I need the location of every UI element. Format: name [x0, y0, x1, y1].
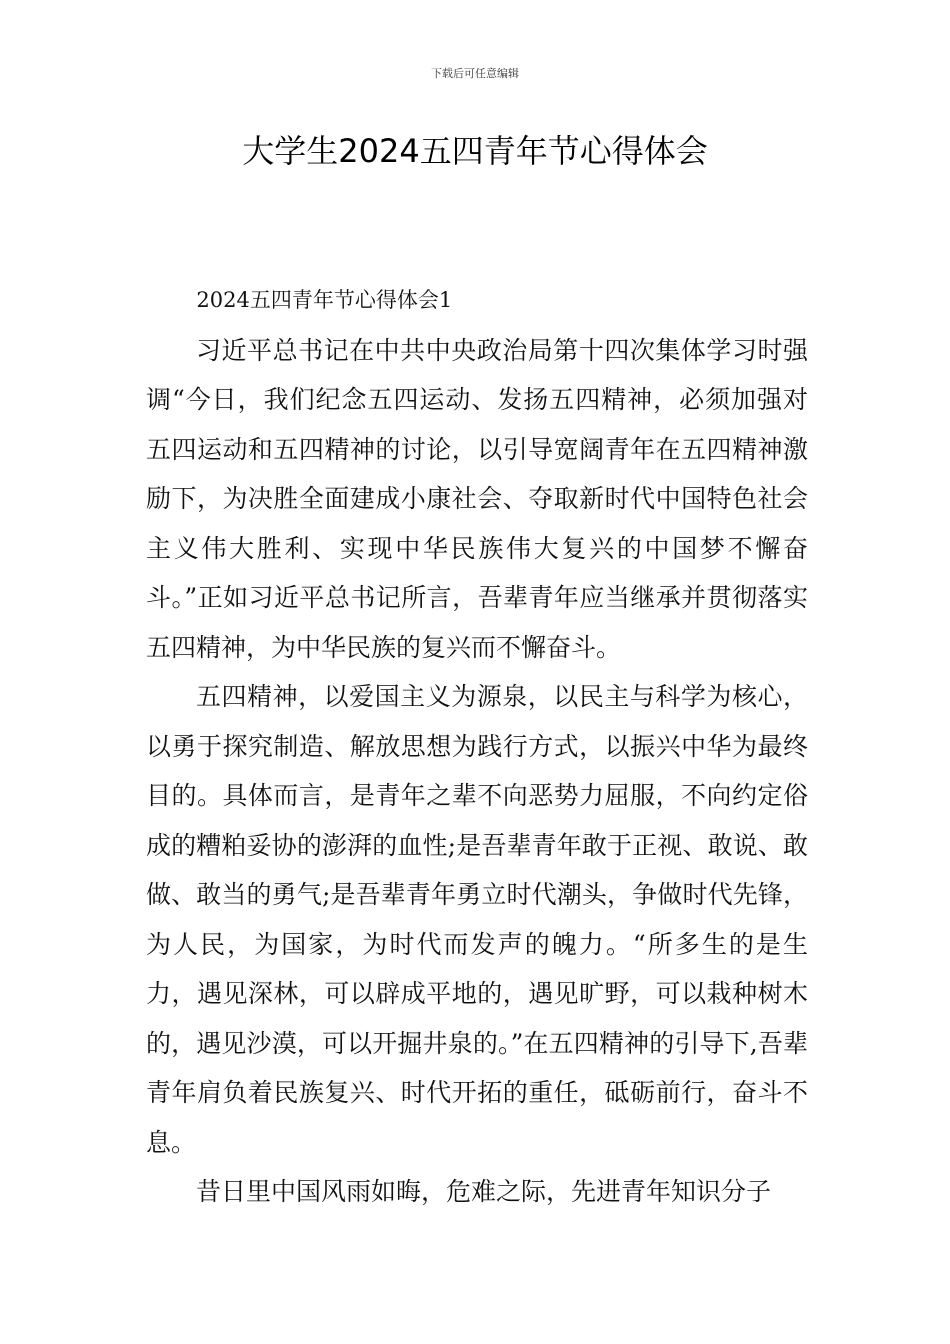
paragraph-3: 昔日里中国风雨如晦，危难之际，先进青年知识分子	[196, 1177, 772, 1206]
paragraph-2: 五四精神，以爱国主义为源泉，以民主与科学为核心，以勇于探究制造、解放思想为践行方式，以振兴中华为最终目的。具体而言，是青年之辈不向恶势力屈服，不向约定俗成的糟粕妥协的澎湃的血性;是吾辈青年敢于正视、敢说、敢做、敢当的勇气;是吾辈青年勇立时代潮头，争做时代先锋，为人民，为国家，为时代而发声的魄力。“所多生的是生力，遇见深林，可以辟成平地的，遇见旷野，可以栽种树木的，遇见沙漠，可以开掘井泉的。”在五四精神的引导下,吾辈青年肩负着民族复兴、时代开拓的重任，砥砺前行，奋斗不息。	[146, 682, 808, 1157]
header-note: 下载后可任意编辑	[431, 67, 519, 80]
document-body	[146, 276, 808, 1217]
paragraph-1: 习近平总书记在中共中央政治局第十四次集体学习时强调“今日，我们纪念五四运动、发扬五四精神，必须加强对五四运动和五四精神的讨论，以引导宽阔青年在五四精神激励下，为决胜全面建成小康社会、夺取新时代中国特色社会主义伟大胜利、实现中华民族伟大复兴的中国梦不懈奋斗。”正如习近平总书记所言，吾辈青年应当继承并贯彻落实五四精神，为中华民族的复兴而不懈奋斗。	[146, 335, 808, 662]
section-subheading: 2024五四青年节心得体会1	[196, 288, 453, 312]
document-title: 大学生2024五四青年节心得体会	[242, 132, 708, 170]
